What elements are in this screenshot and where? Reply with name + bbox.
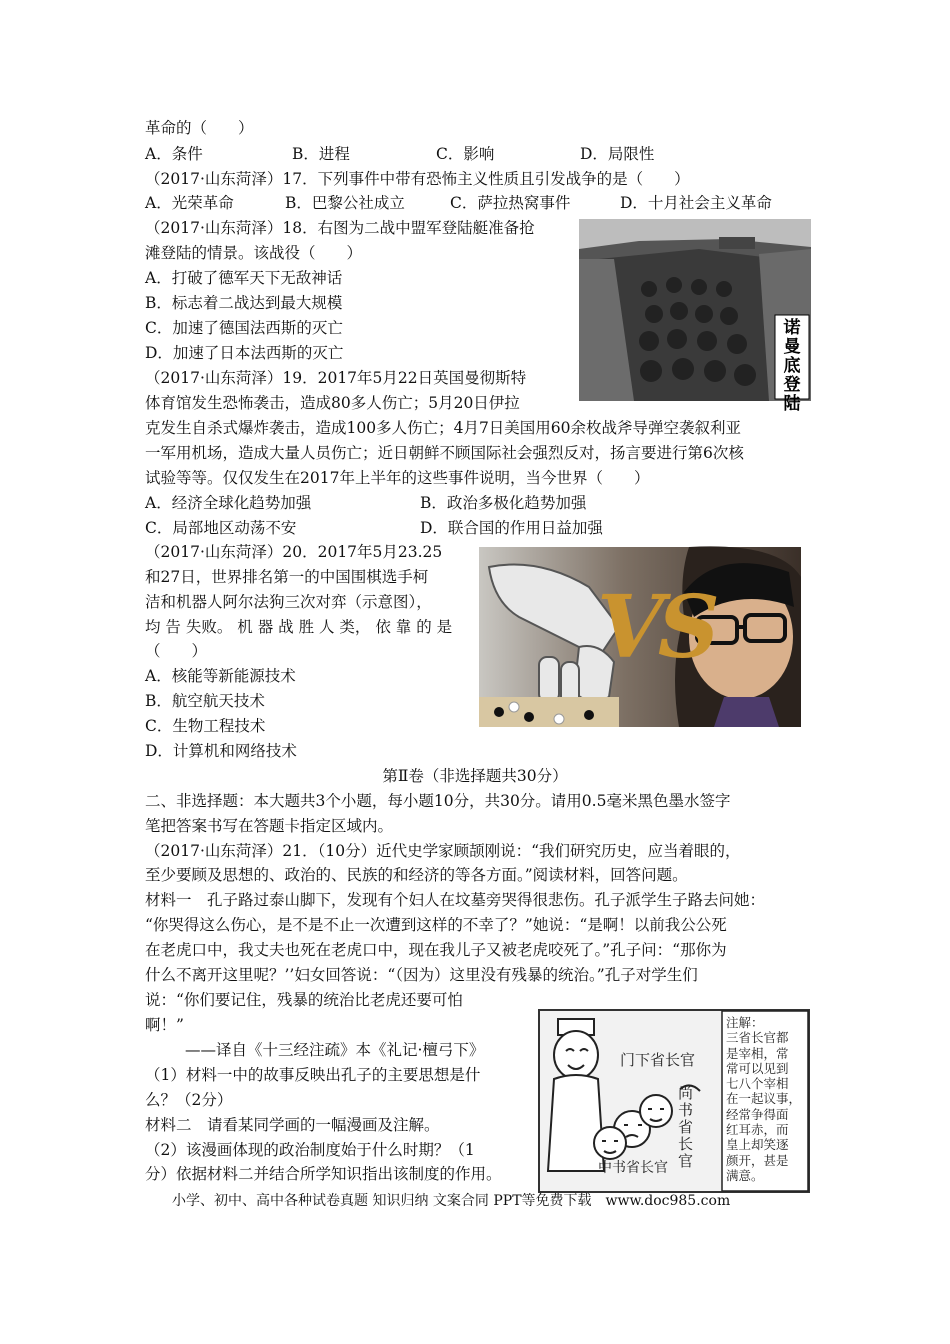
q20-stem-line: 和27日，世界排名第一的中国围棋选手柯 <box>145 568 429 586</box>
q21-sub1-line: 么？（2分） <box>145 1091 233 1109</box>
q16-option-d: D．局限性 <box>580 145 655 163</box>
q20-stem-line: （ ） <box>145 642 208 660</box>
material1-line: 说：“你们要记住，残暴的统治比老虎还要可怕 <box>145 991 463 1009</box>
q16-stem-tail: 革命的（ ） <box>145 119 254 137</box>
label-zhongshu: 中书省长官 <box>598 1160 668 1176</box>
material1-line: 材料一 孔子路过泰山脚下，发现有个妇人在坟墓旁哭得很悲伤。孔子派学生子路去问她： <box>145 891 766 909</box>
note-line: 三省长官都 <box>726 1030 789 1046</box>
note-line: 红耳赤，而 <box>726 1122 789 1138</box>
note-line: 满意。 <box>726 1167 764 1183</box>
note-line: 注解： <box>726 1015 764 1030</box>
q20-stem-line: （2017·山东菏泽）20．2017年5月23.25 <box>145 543 443 561</box>
part2-intro-line: 二、非选择题：本大题共3个小题，每小题10分，共30分。请用0.5毫米黑色墨水签字 <box>145 792 731 810</box>
q19-option-a: A．经济全球化趋势加强 <box>145 494 312 512</box>
q19-stem-line: 克发生自杀式爆炸袭击，造成100多人伤亡；4月7日美国用60余枚战斧导弹空袭叙利亚 <box>145 419 742 437</box>
material1-line: 在老虎口中，我丈夫也死在老虎口中，现在我儿子又被老虎咬死了。”孔子问：“那你为 <box>145 941 727 959</box>
q20-stem-line: 均 告 失败。 机 器 战 胜 人 类， 依 靠 的 是 <box>145 618 453 636</box>
q16-option-b: B．进程 <box>292 145 350 163</box>
q20-option-b: B．航空航天技术 <box>145 692 265 710</box>
q16-option-a: A．条件 <box>145 145 203 163</box>
cartoon-note <box>726 1015 806 1183</box>
robot-vs-player-image <box>479 547 801 727</box>
q19-stem-line: 试验等等。仅仅发生在2017年上半年的这些事件说明，当今世界（ ） <box>145 469 650 487</box>
q21-sub2-line: （2）该漫画体现的政治制度始于什么时期？（1 <box>145 1141 475 1159</box>
q19-option-b: B．政治多极化趋势加强 <box>420 494 587 512</box>
landing-craft-photo <box>579 219 811 414</box>
q17-stem: （2017·山东菏泽）17．下列事件中带有恐怖主义性质且引发战争的是（ ） <box>145 170 690 188</box>
q19-stem-line: 一军用机场，造成大量人员伤亡；近日朝鲜不顾国际社会强烈反对，扬言要进行第6次核 <box>145 444 744 462</box>
q19-stem-line: （2017·山东菏泽）19．2017年5月22日英国曼彻斯特 <box>145 369 527 387</box>
q18-stem-line: 滩登陆的情景。该战役（ ） <box>145 244 363 262</box>
q18-option-b: B．标志着二战达到最大规模 <box>145 294 343 312</box>
q18-option-d: D．加速了日本法西斯的灭亡 <box>145 344 344 362</box>
part2-intro-line: 笔把答案书写在答题卡指定区域内。 <box>145 817 394 835</box>
q19-option-d: D．联合国的作用日益加强 <box>420 519 603 537</box>
q21-stem-line: 至少要顾及思想的、政治的、民族的和经济的等各方面。”阅读材料，回答问题。 <box>145 866 688 884</box>
note-line: 皇上却笑逐 <box>726 1137 789 1153</box>
material1-line: “你哭得这么伤心，是不是不止一次遭到这样的不幸了？”她说：“是啊！以前我公公死 <box>145 916 727 934</box>
note-line: 经常争得面 <box>726 1106 789 1122</box>
note-line: 在一起议事， <box>726 1091 802 1107</box>
q17-option-a: A．光荣革命 <box>145 194 234 212</box>
page-footer: 小学、初中、高中各种试卷真题 知识归纳 文案合同 PPT等免费下载 www.doc985.com <box>172 1193 731 1209</box>
vs-text: VS <box>597 577 714 678</box>
q17-option-d: D．十月社会主义革命 <box>620 194 772 212</box>
note-line: 七八个宰相 <box>726 1076 789 1092</box>
material1-source: ——译自《十三经注疏》本《礼记·檀弓下》 <box>185 1041 485 1059</box>
material1-line: 什么不离开这里呢？’’妇女回答说：“（因为）这里没有残暴的统治。”孔子对学生们 <box>145 966 698 984</box>
material1-line: 啊！” <box>145 1016 184 1034</box>
q20-stem-line: 洁和机器人阿尔法狗三次对弈（示意图）， <box>145 593 432 611</box>
label-shangshu: 尚书省长官 <box>678 1084 694 1170</box>
q21-stem-line: （2017·山东菏泽）21．（10分）近代史学家顾颉刚说：“我们研究历史，应当着眼的， <box>145 842 741 860</box>
note-line: 是宰相，常 <box>726 1045 789 1061</box>
q19-option-c: C．局部地区动荡不安 <box>145 519 297 537</box>
q20-option-a: A．核能等新能源技术 <box>145 667 296 685</box>
q19-stem-line: 体育馆发生恐怖袭击，造成80多人伤亡；5月20日伊拉 <box>145 394 520 412</box>
label-menxia: 门下省长官 <box>620 1051 696 1069</box>
note-line: 常可以见到 <box>726 1060 789 1076</box>
q17-option-c: C．萨拉热窝事件 <box>450 194 571 212</box>
q21-sub1-line: （1）材料一中的故事反映出孔子的主要思想是什 <box>145 1066 481 1084</box>
q20-option-c: C．生物工程技术 <box>145 717 266 735</box>
q18-option-c: C．加速了德国法西斯的灭亡 <box>145 319 343 337</box>
material2-label: 材料二 请看某同学画的一幅漫画及注解。 <box>145 1116 440 1134</box>
three-departments-cartoon <box>538 1009 810 1193</box>
note-line: 颜开，甚是 <box>726 1152 789 1168</box>
photo-caption: 诺曼底登陆 <box>783 318 801 414</box>
q21-sub2-line: 分）依据材料二并结合所学知识指出该制度的作用。 <box>145 1165 502 1183</box>
q16-option-c: C．影响 <box>436 145 495 163</box>
q18-option-a: A．打破了德军天下无敌神话 <box>145 269 343 287</box>
q17-option-b: B．巴黎公社成立 <box>285 194 405 212</box>
q20-option-d: D．计算机和网络技术 <box>145 742 297 760</box>
q18-stem-line: （2017·山东菏泽）18．右图为二战中盟军登陆艇准备抢 <box>145 219 535 237</box>
part2-title: 第Ⅱ卷（非选择题共30分） <box>382 767 568 785</box>
